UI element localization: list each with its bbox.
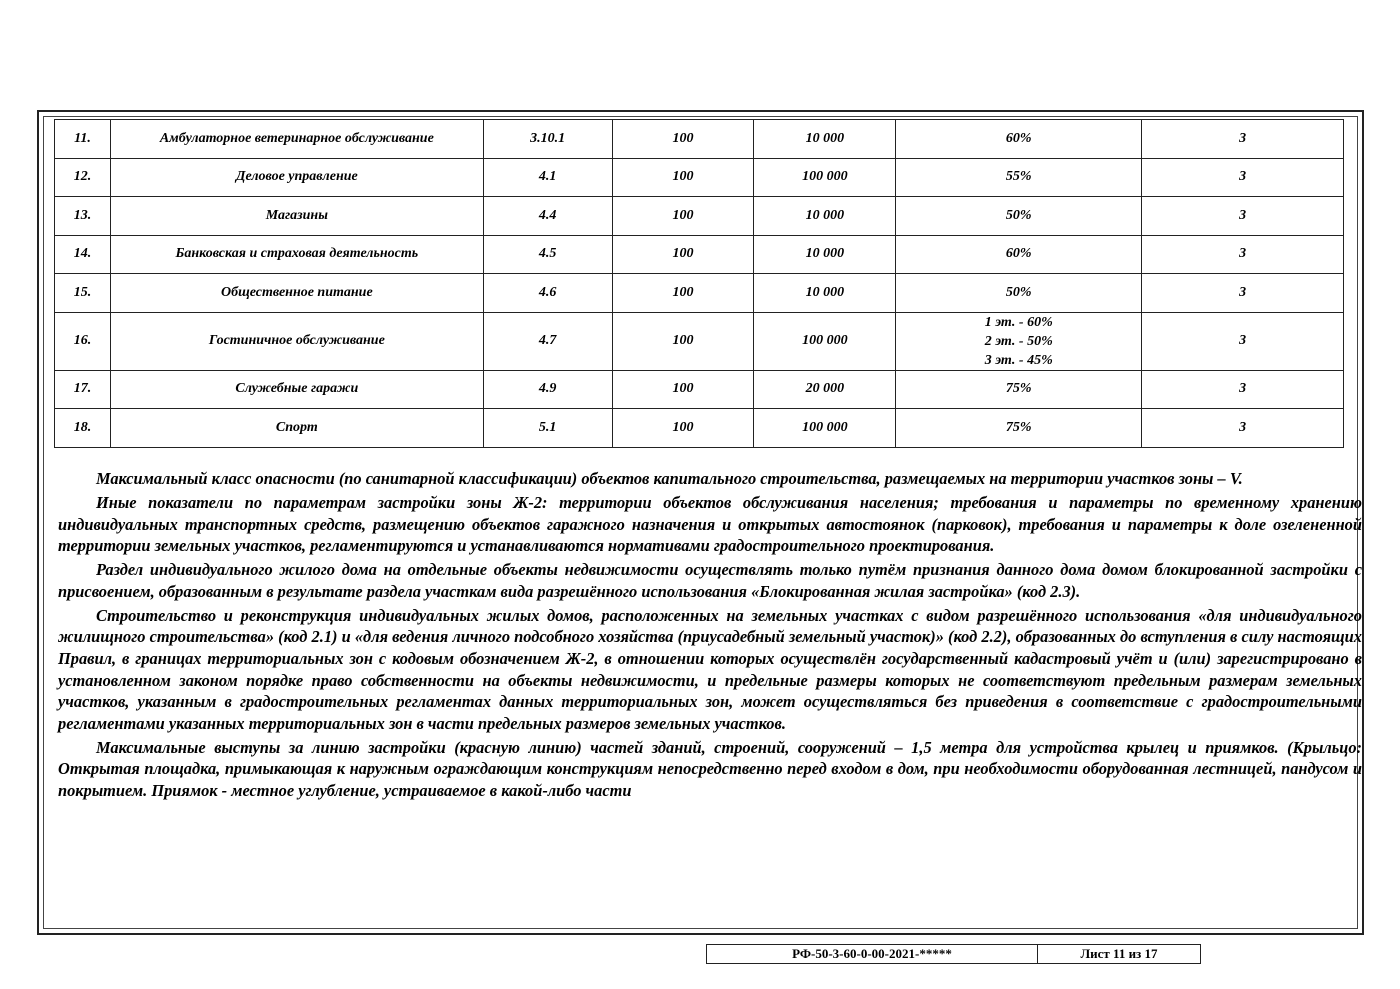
max-area-cell: 10 000 — [754, 235, 896, 274]
max-area-cell: 100 000 — [754, 312, 896, 370]
paragraph: Максимальные выступы за линию застройки (красную линию) частей зданий, строений, сооружений – 1,5 метра для устройства крылец и приямков. (Крыльцо: Открытая площадка, примыкающая к наружным ограждающим конструкциям непосредственно перед входом в дом, при необходимости оборудованная лестницей, пандусом и покрытием. Приямок - местное углубление, устраиваемое в какой-либо части — [58, 737, 1362, 800]
building-coverage-cell — [896, 158, 1142, 197]
table-row — [55, 158, 1344, 197]
min-area-cell: 100 — [612, 197, 754, 236]
table-row — [55, 274, 1344, 313]
max-floors-cell: 3 — [1142, 370, 1344, 409]
use-code-cell: 4.5 — [483, 235, 612, 274]
row-number-cell: 15. — [55, 274, 111, 313]
use-type-cell: Общественное питание — [110, 274, 483, 313]
coverage-value: 75% — [1005, 381, 1032, 397]
min-area-cell: 100 — [612, 120, 754, 159]
table-row — [55, 370, 1344, 409]
paragraph: Иные показатели по параметрам застройки зоны Ж-2: территории объектов обслуживания населения; требования и параметры по временному хранению индивидуальных транспортных средств, размещению объектов гаражного назначения и открытых автостоянок (парковок), требования и параметры к доле озелененной территории земельных участков, регламентируются и устанавливаются нормативами градостроительного проектирования. — [58, 492, 1362, 556]
use-type-cell: Банковская и страховая деятельность — [110, 235, 483, 274]
max-floors-cell: 3 — [1142, 158, 1344, 197]
max-floors-cell: 3 — [1142, 312, 1344, 370]
use-type-cell: Спорт — [110, 409, 483, 448]
table-row — [55, 312, 1344, 370]
building-coverage-cell — [896, 197, 1142, 236]
max-area-cell: 10 000 — [754, 120, 896, 159]
coverage-value: 2 эт. - 50% — [984, 333, 1053, 349]
regulation-text — [58, 468, 1362, 804]
table-row — [55, 120, 1344, 159]
title-block-footer — [706, 944, 1201, 964]
row-number-cell: 18. — [55, 409, 111, 448]
min-area-cell: 100 — [612, 274, 754, 313]
use-type-cell: Магазины — [110, 197, 483, 236]
building-coverage-cell — [896, 312, 1142, 370]
table-row — [55, 235, 1344, 274]
row-number-cell: 14. — [55, 235, 111, 274]
max-floors-cell: 3 — [1142, 274, 1344, 313]
max-area-cell: 20 000 — [754, 370, 896, 409]
document-code: РФ-50-3-60-0-00-2021-***** — [707, 945, 1038, 963]
use-code-cell: 4.6 — [483, 274, 612, 313]
table-row — [55, 197, 1344, 236]
building-coverage-cell — [896, 409, 1142, 448]
min-area-cell: 100 — [612, 409, 754, 448]
coverage-value: 60% — [1005, 246, 1032, 262]
use-code-cell: 3.10.1 — [483, 120, 612, 159]
min-area-cell: 100 — [612, 235, 754, 274]
min-area-cell: 100 — [612, 312, 754, 370]
min-area-cell: 100 — [612, 370, 754, 409]
zone-parameters-table — [54, 119, 1344, 448]
max-floors-cell: 3 — [1142, 120, 1344, 159]
paragraph: Строительство и реконструкция индивидуальных жилых домов, расположенных на земельных участках с видом разрешённого использования «для индивидуального жилищного строительства» (код 2.1) и «для ведения личного подсобного хозяйства (приусадебный земельный участок)» (код 2.2), образованных до вступления в силу настоящих Правил, в границах территориальных зон с кодовым обозначением Ж-2, в отношении которых осуществлён государственный кадастровый учёт и (или) зарегистрировано в установленном законом порядке право собственности на объекты недвижимости, и предельные размеры которых не соответствуют предельным размерам земельных участков, указанным в градостроительных регламентах данных территориальных зон, может осуществляться без приведения в соответствие с градостроительными регламентами указанных территориальных зон в части предельных размеров земельных участков. — [58, 605, 1362, 733]
max-floors-cell: 3 — [1142, 409, 1344, 448]
row-number-cell: 11. — [55, 120, 111, 159]
use-type-cell: Гостиничное обслуживание — [110, 312, 483, 370]
max-area-cell: 100 000 — [754, 409, 896, 448]
coverage-value: 1 эт. - 60% — [984, 314, 1053, 330]
row-number-cell: 13. — [55, 197, 111, 236]
coverage-value: 75% — [1005, 419, 1032, 435]
max-floors-cell: 3 — [1142, 197, 1344, 236]
coverage-value: 60% — [1005, 130, 1032, 146]
row-number-cell: 12. — [55, 158, 111, 197]
use-type-cell: Служебные гаражи — [110, 370, 483, 409]
use-code-cell: 4.7 — [483, 312, 612, 370]
table-row — [55, 409, 1344, 448]
max-floors-cell: 3 — [1142, 235, 1344, 274]
use-code-cell: 4.4 — [483, 197, 612, 236]
min-area-cell: 100 — [612, 158, 754, 197]
row-number-cell: 16. — [55, 312, 111, 370]
use-type-cell: Деловое управление — [110, 158, 483, 197]
paragraph: Раздел индивидуального жилого дома на отдельные объекты недвижимости осуществлять только путём признания данного дома домом блокированной застройки с присвоением, образованным в результате раздела участкам вида разрешённого использования «Блокированная жилая застройка» (код 2.3). — [58, 560, 1362, 601]
building-coverage-cell — [896, 370, 1142, 409]
max-area-cell: 100 000 — [754, 158, 896, 197]
use-type-cell: Амбулаторное ветеринарное обслуживание — [110, 120, 483, 159]
use-code-cell: 4.1 — [483, 158, 612, 197]
building-coverage-cell — [896, 235, 1142, 274]
max-area-cell: 10 000 — [754, 274, 896, 313]
coverage-value: 50% — [1005, 284, 1032, 300]
building-coverage-cell — [896, 120, 1142, 159]
building-coverage-cell — [896, 274, 1142, 313]
coverage-value: 55% — [1005, 169, 1032, 185]
paragraph: Максимальный класс опасности (по санитарной классификации) объектов капитального строительства, размещаемых на территории участков зоны – V. — [96, 469, 1243, 488]
max-area-cell: 10 000 — [754, 197, 896, 236]
use-code-cell: 4.9 — [483, 370, 612, 409]
coverage-value: 3 эт. - 45% — [984, 352, 1053, 368]
use-code-cell: 5.1 — [483, 409, 612, 448]
coverage-value: 50% — [1005, 207, 1032, 223]
sheet-number: Лист 11 из 17 — [1080, 946, 1158, 961]
row-number-cell: 17. — [55, 370, 111, 409]
